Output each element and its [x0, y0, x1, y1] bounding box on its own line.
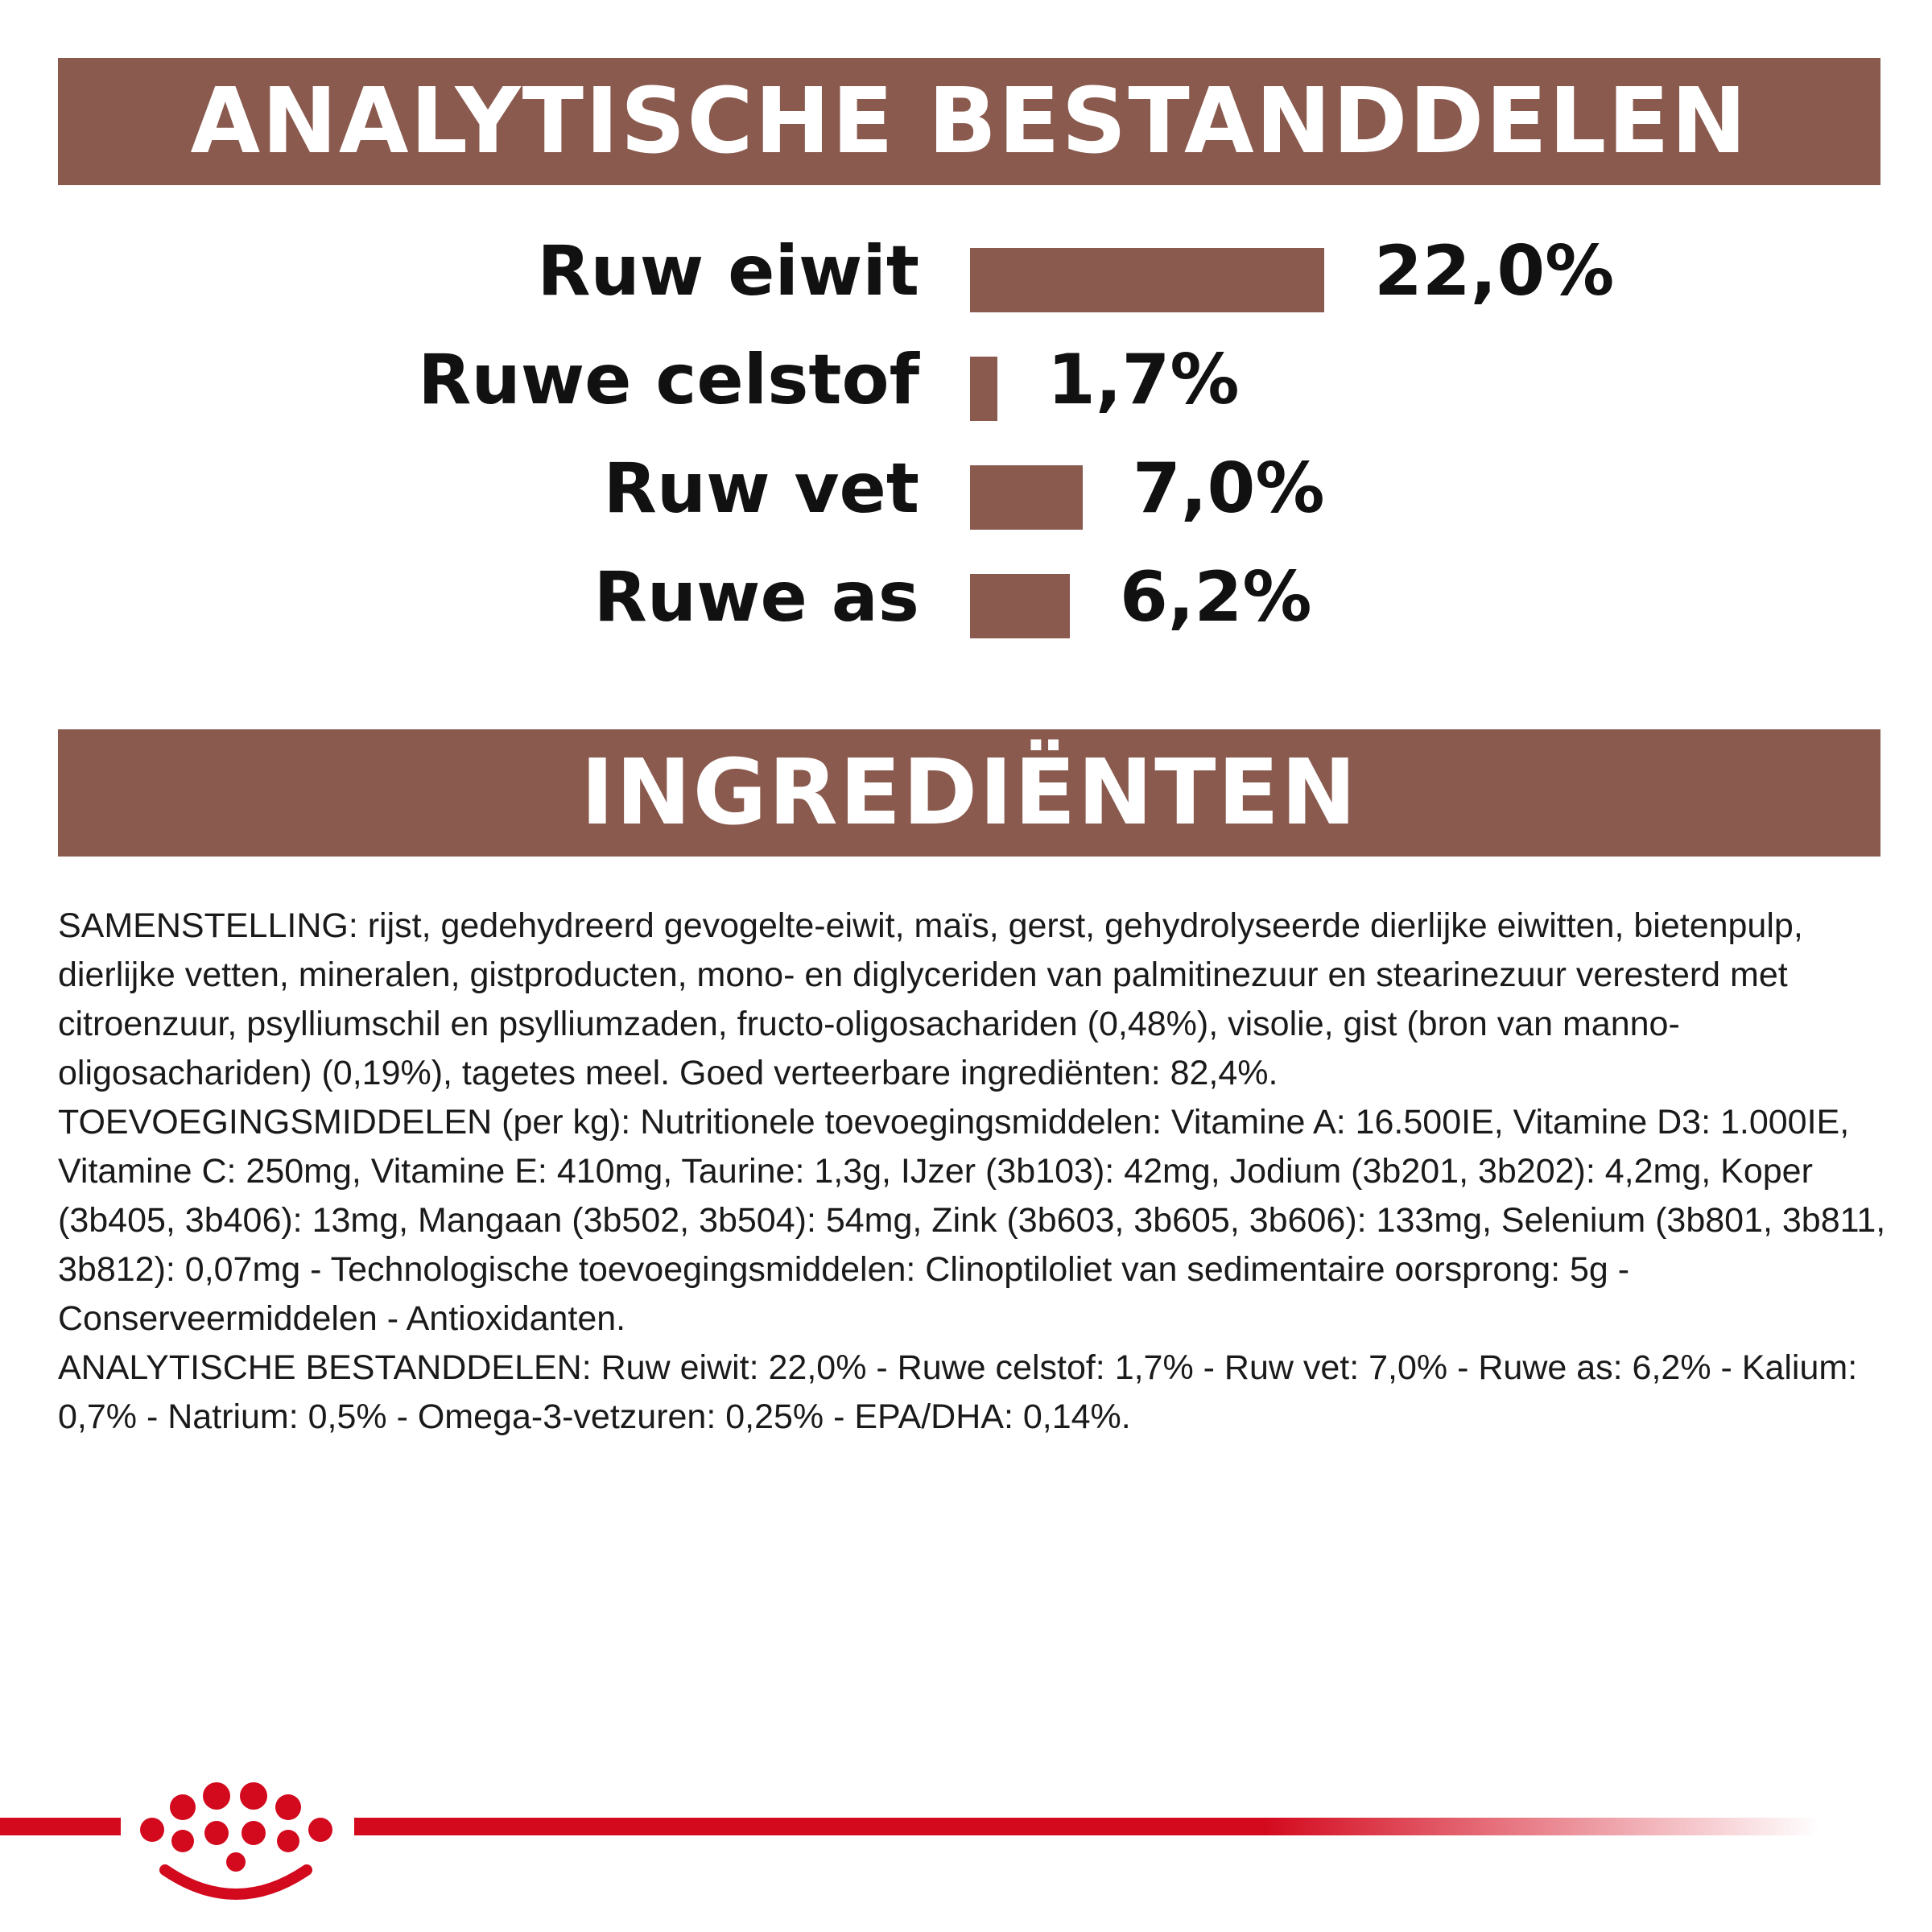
bar-value-label: 1,7% [1047, 340, 1240, 420]
bar-row [0, 217, 1932, 326]
footer-line-right [354, 1818, 1819, 1835]
footer-line-left [0, 1818, 121, 1835]
bar-label: Ruwe celstof [418, 340, 919, 420]
additives-paragraph: TOEVOEGINGSMIDDELEN (per kg): Nutritionele toevoegingsmiddelen: Vitamine A: 16.500IE, Vitamine D3: 1.000IE, Vitamine C: 250mg, Vitamine E: 410mg, Taurine: 1,3g, IJzer (3b103): 42mg, Jodium (3b201, 3b202): 4,2mg, Koper (3b405, 3b406): 13mg, Mangaan (3b502, 3b504): 54mg, Zink (3b603, 3b605, 3b606): 133mg, Selenium (3b801, 3b811, 3b812): 0,07mg - Technologische toevoegingsmiddelen: Clinoptiloliet van sedimentaire oorsprong: 5g - Conserveermiddelen - Antioxidanten. [58, 1103, 1886, 1338]
bar-label: Ruwe as [593, 557, 919, 638]
composition-paragraph: SAMENSTELLING: rijst, gedehydreerd gevogelte-eiwit, maïs, gerst, gehydrolyseerde dierlijke eiwitten, bietenpulp, dierlijke vetten, mineralen, gistproducten, mono- en diglyceriden van palmitinezuur en stearinezuur veresterd met citroenzuur, psylliumschil en psylliumzaden, fructo-oligosachariden (0,48%), visolie, gist (bron van manno-oligosachariden) (0,19%), tagetes meel. Goed verteerbare ingrediënten: 82,4%. [58, 906, 1803, 1092]
bar-value-label: 6,2% [1120, 557, 1312, 638]
bar [970, 248, 1324, 312]
bar-row [0, 326, 1932, 435]
analytical-paragraph: ANALYTISCHE BESTANDDELEN: Ruw eiwit: 22,0% - Ruwe celstof: 1,7% - Ruw vet: 7,0% - Ruwe as: 6,2% - Kalium: 0,7% - Natrium: 0,5% - Omega-3-vetzuren: 0,25% - EPA/DHA: 0,14%. [58, 1348, 1858, 1436]
bar [970, 357, 997, 421]
analysis-title: ANALYTISCHE BESTANDDELEN [190, 69, 1748, 174]
bar-row [0, 543, 1932, 652]
crown-logo-icon [133, 1767, 342, 1920]
nutrient-bar-chart [0, 217, 1932, 668]
bar [970, 574, 1070, 638]
ingredients-text [58, 902, 1901, 1442]
bar-value-label: 7,0% [1133, 448, 1325, 529]
bar-value-label: 22,0% [1374, 231, 1615, 312]
bar-label: Ruw eiwit [537, 231, 919, 312]
ingredients-title: INGREDIËNTEN [580, 741, 1358, 845]
analysis-banner [58, 58, 1880, 185]
bar [970, 465, 1083, 530]
bar-label: Ruw vet [603, 448, 919, 529]
ingredients-banner [58, 729, 1880, 857]
bar-row [0, 435, 1932, 543]
